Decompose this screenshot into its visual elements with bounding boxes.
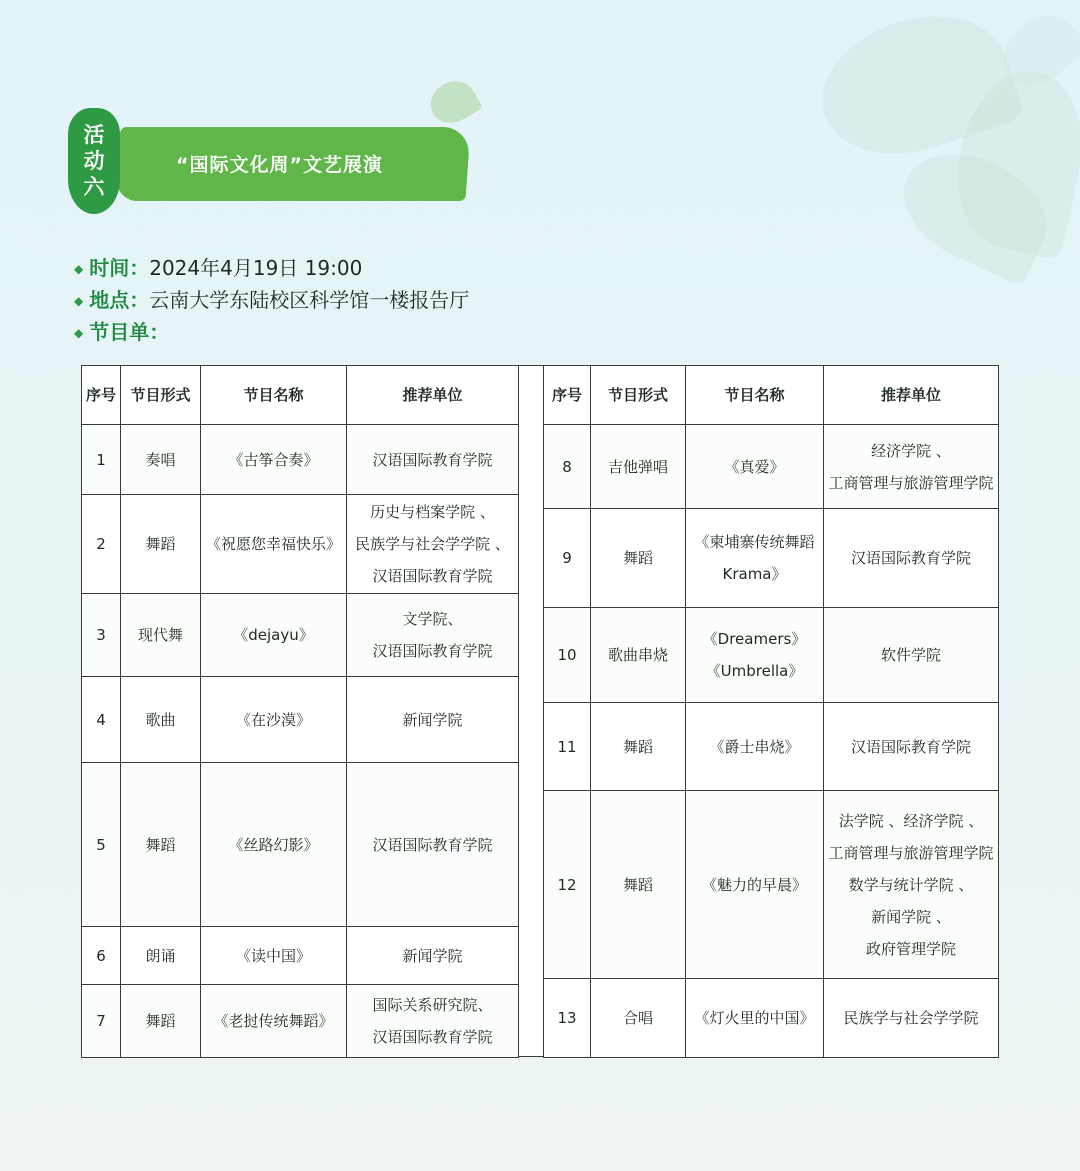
cell-name-line: 《古筝合奏》 xyxy=(228,450,319,469)
cell-form: 舞蹈 xyxy=(121,985,201,1058)
cell-unit xyxy=(824,703,999,791)
table-row xyxy=(82,985,519,1058)
cell-form: 朗诵 xyxy=(121,927,201,985)
table-row xyxy=(544,703,999,791)
table-row xyxy=(544,608,999,703)
cell-unit-line: 汉语国际教育学院 xyxy=(372,1028,493,1046)
cell-name xyxy=(201,594,347,677)
place-value: 云南大学东陆校区科学馆一楼报告厅 xyxy=(149,288,470,312)
header-form: 节目形式 xyxy=(121,366,201,425)
program-table-left xyxy=(81,365,519,1058)
cell-name xyxy=(686,791,824,979)
cell-unit xyxy=(347,677,519,763)
cell-unit xyxy=(347,763,519,927)
cell-unit-line: 文学院、 xyxy=(402,610,463,628)
cell-name-line: 《老挝传统舞蹈》 xyxy=(213,1012,334,1030)
cell-unit-line: 历史与档案学院 、 xyxy=(370,503,495,521)
cell-unit xyxy=(347,495,519,594)
cell-name xyxy=(686,425,824,509)
cell-form: 歌曲 xyxy=(121,677,201,763)
cell-number: 13 xyxy=(544,979,591,1058)
cell-name xyxy=(686,703,824,791)
cell-name-line: 《丝路幻影》 xyxy=(228,835,319,854)
cell-name-line: 《真爱》 xyxy=(724,457,785,476)
place-label: 地点： xyxy=(89,288,150,312)
cell-unit-line: 工商管理与旅游管理学院 xyxy=(828,843,994,862)
header-form: 节目形式 xyxy=(591,366,686,425)
cell-number: 10 xyxy=(544,608,591,703)
cell-unit xyxy=(824,608,999,703)
table-row xyxy=(544,791,999,979)
cell-name-line: 《Umbrella》 xyxy=(705,662,804,680)
cell-name xyxy=(201,495,347,594)
cell-unit-line: 国际关系研究院、 xyxy=(372,996,493,1014)
cell-unit-line: 汉语国际教育学院 xyxy=(372,642,493,660)
cell-unit-line: 新闻学院 xyxy=(402,946,463,965)
table-row xyxy=(82,677,519,763)
cell-name xyxy=(686,979,824,1058)
table-row xyxy=(544,425,999,509)
table-row xyxy=(82,763,519,927)
table-row xyxy=(82,594,519,677)
diamond-bullet-icon: ◆ xyxy=(74,326,84,340)
program-label: 节目单： xyxy=(89,320,170,344)
cell-number: 9 xyxy=(544,509,591,608)
table-row xyxy=(544,509,999,608)
cell-unit-line: 政府管理学院 xyxy=(865,939,956,958)
page-title: “国际文化周”文艺展演 xyxy=(176,154,383,176)
cell-unit xyxy=(347,927,519,985)
cell-unit-line: 汉语国际教育学院 xyxy=(850,737,971,756)
table-divider xyxy=(519,365,543,1057)
cell-name xyxy=(201,927,347,985)
cell-form: 合唱 xyxy=(591,979,686,1058)
header-name: 节目名称 xyxy=(201,366,347,425)
cell-unit xyxy=(347,985,519,1058)
cell-name-line: 《魅力的早晨》 xyxy=(701,875,807,894)
cell-name-line: 《dejayu》 xyxy=(233,626,314,644)
cell-number: 6 xyxy=(82,927,121,985)
cell-form: 歌曲串烧 xyxy=(591,608,686,703)
cell-unit xyxy=(824,791,999,979)
diamond-bullet-icon: ◆ xyxy=(74,294,84,308)
green-leaf-icon xyxy=(423,73,483,131)
cell-unit xyxy=(824,509,999,608)
cell-name-line: 《爵士串烧》 xyxy=(709,737,800,756)
header-name: 节目名称 xyxy=(686,366,824,425)
cell-name-line: 《在沙漠》 xyxy=(235,710,311,729)
table-row xyxy=(82,927,519,985)
cell-unit-line: 工商管理与旅游管理学院 xyxy=(828,473,994,492)
cell-unit-line: 数学与统计学院 、 xyxy=(848,875,974,894)
cell-unit-line: 经济学院 、 xyxy=(871,441,951,460)
cell-name xyxy=(201,763,347,927)
cell-name xyxy=(686,509,824,608)
header-number: 序号 xyxy=(544,366,591,425)
cell-unit-line: 汉语国际教育学院 xyxy=(372,450,493,469)
time-row xyxy=(74,252,362,281)
cell-unit-line: 新闻学院 、 xyxy=(871,907,951,926)
table-row xyxy=(82,425,519,495)
cell-number: 7 xyxy=(82,985,121,1058)
cell-name-line: 《灯火里的中国》 xyxy=(694,1009,815,1027)
cell-unit-line: 法学院 、经济学院 、 xyxy=(838,811,984,830)
cell-unit-line: 汉语国际教育学院 xyxy=(850,549,971,567)
cell-unit xyxy=(824,979,999,1058)
cell-number: 3 xyxy=(82,594,121,677)
cell-name xyxy=(201,985,347,1058)
cell-form: 舞蹈 xyxy=(121,763,201,927)
cell-name-line: 《Dreamers》 xyxy=(702,630,807,648)
diamond-bullet-icon: ◆ xyxy=(74,262,84,276)
cell-form: 舞蹈 xyxy=(591,791,686,979)
cell-unit xyxy=(347,594,519,677)
table-row xyxy=(82,495,519,594)
table-row xyxy=(544,979,999,1058)
cell-unit-line: 新闻学院 xyxy=(402,710,463,729)
cell-name-line: 《柬埔寨传统舞蹈 xyxy=(694,533,815,551)
cell-unit xyxy=(824,425,999,509)
cell-number: 5 xyxy=(82,763,121,927)
program-table-right xyxy=(543,365,999,1058)
cell-form: 舞蹈 xyxy=(591,703,686,791)
cell-number: 2 xyxy=(82,495,121,594)
cell-unit-line: 民族学与社会学学院 xyxy=(843,1009,979,1027)
cell-number: 12 xyxy=(544,791,591,979)
cell-name-line: 《祝愿您幸福快乐》 xyxy=(205,535,341,553)
cell-name xyxy=(201,425,347,495)
cell-name xyxy=(201,677,347,763)
time-label: 时间： xyxy=(89,256,150,280)
program-row xyxy=(74,316,169,345)
cell-unit-line: 民族学与社会学学院 、 xyxy=(355,535,510,553)
cell-unit-line: 汉语国际教育学院 xyxy=(372,567,493,585)
header-unit: 推荐单位 xyxy=(347,366,519,425)
header-number: 序号 xyxy=(82,366,121,425)
time-value: 2024年4月19日 19:00 xyxy=(149,256,363,280)
cell-name-line: Krama》 xyxy=(722,565,787,583)
cell-number: 1 xyxy=(82,425,121,495)
cell-form: 现代舞 xyxy=(121,594,201,677)
cell-name xyxy=(686,608,824,703)
header-unit: 推荐单位 xyxy=(824,366,999,425)
cell-number: 8 xyxy=(544,425,591,509)
cell-unit-line: 软件学院 xyxy=(880,646,941,664)
cell-unit xyxy=(347,425,519,495)
cell-unit-line: 汉语国际教育学院 xyxy=(372,835,493,854)
activity-badge: 活动六 xyxy=(68,108,120,214)
cell-number: 4 xyxy=(82,677,121,763)
cell-form: 舞蹈 xyxy=(121,495,201,594)
place-row xyxy=(74,284,469,313)
cell-form: 舞蹈 xyxy=(591,509,686,608)
cell-number: 11 xyxy=(544,703,591,791)
cell-form: 奏唱 xyxy=(121,425,201,495)
cell-name-line: 《读中国》 xyxy=(235,946,311,965)
cell-form: 吉他弹唱 xyxy=(591,425,686,509)
